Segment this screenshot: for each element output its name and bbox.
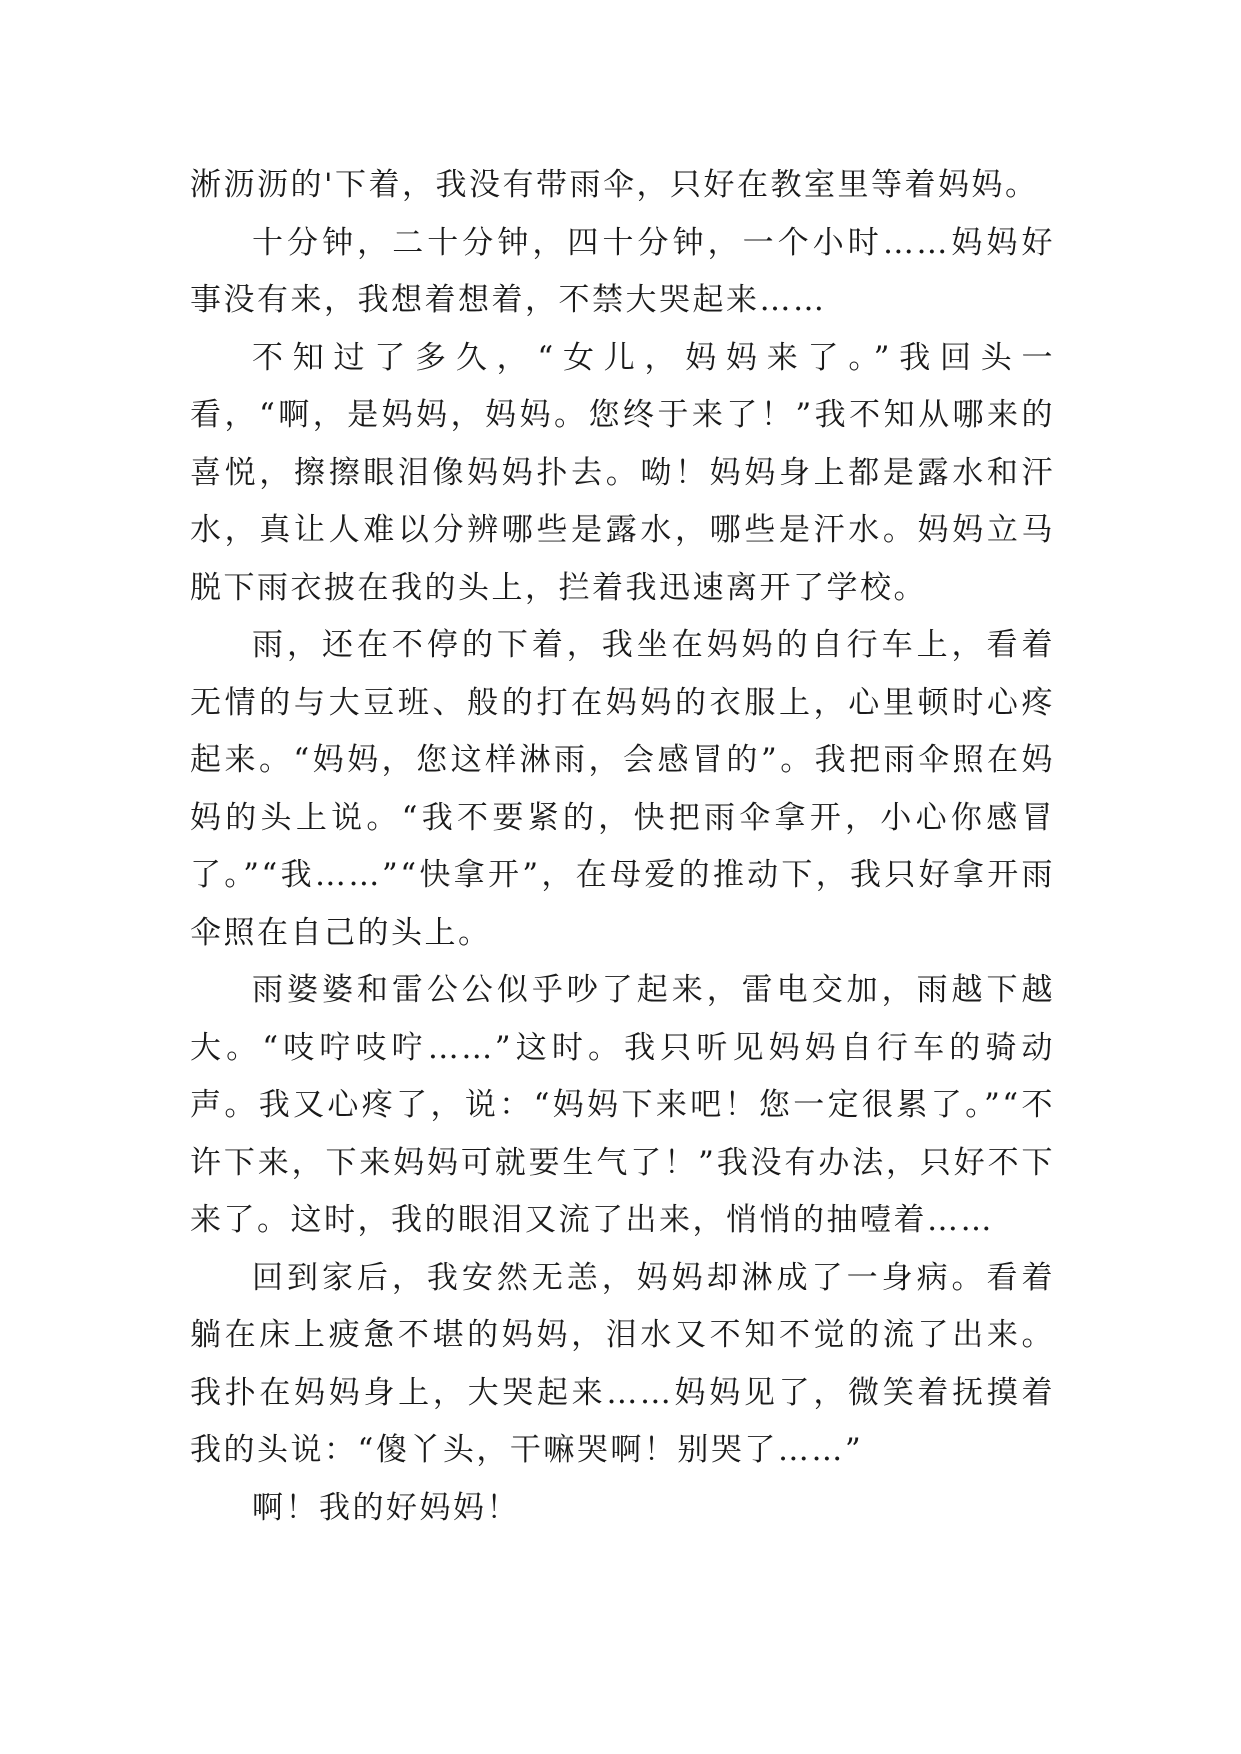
paragraph-umbrella: 雨，还在不停的下着，我坐在妈妈的自行车上，看着无情的与大豆班、般的打在妈妈的衣服上，心里顿时心疼起来。“妈妈，您这样淋雨，会感冒的”。我把雨伞照在妈妈的头上说。“我不要紧的，快把雨伞拿开，小心你感冒了。”“我……”“快拿开”，在母爱的推动下，我只好拿开雨伞照在自己的头上。 (190, 627, 1055, 951)
paragraph-waiting: 十分钟，二十分钟，四十分钟，一个小时……妈妈好事没有来，我想着想着，不禁大哭起来…… (190, 224, 1055, 318)
paragraph-home: 回到家后，我安然无恙，妈妈却淋成了一身病。看着躺在床上疲惫不堪的妈妈，泪水又不知不觉的流了出来。我扑在妈妈身上，大哭起来……妈妈见了，微笑着抚摸着我的头说：“傻丫头，干嘛哭啊！别哭了……” (190, 1259, 1055, 1468)
paragraph-storm: 雨婆婆和雷公公似乎吵了起来，雷电交加，雨越下越大。“吱咛吱咛……”这时。我只听见妈妈自行车的骑动声。我又心疼了，说：“妈妈下来吧！您一定很累了。”“不许下来，下来妈妈可就要生气了！”我没有办法，只好不下来了。这时，我的眼泪又流了出来，悄悄的抽噎着…… (190, 972, 1055, 1238)
paragraph-closing: 啊！我的好妈妈！ (252, 1489, 520, 1526)
paragraph-mother-arrives: 不知过了多久，“女儿，妈妈来了。”我回头一看，“啊，是妈妈，妈妈。您终于来了！”我不知从哪来的喜悦，擦擦眼泪像妈妈扑去。呦！妈妈身上都是露水和汗水，真让人难以分辨哪些是露水，哪些是汗水。妈妈立马脱下雨衣披在我的头上，拦着我迅速离开了学校。 (190, 339, 1055, 606)
paragraph-continued: 淅沥沥的'下着，我没有带雨伞，只好在教室里等着妈妈。 (190, 167, 1039, 203)
document-page (190, 157, 1055, 1537)
